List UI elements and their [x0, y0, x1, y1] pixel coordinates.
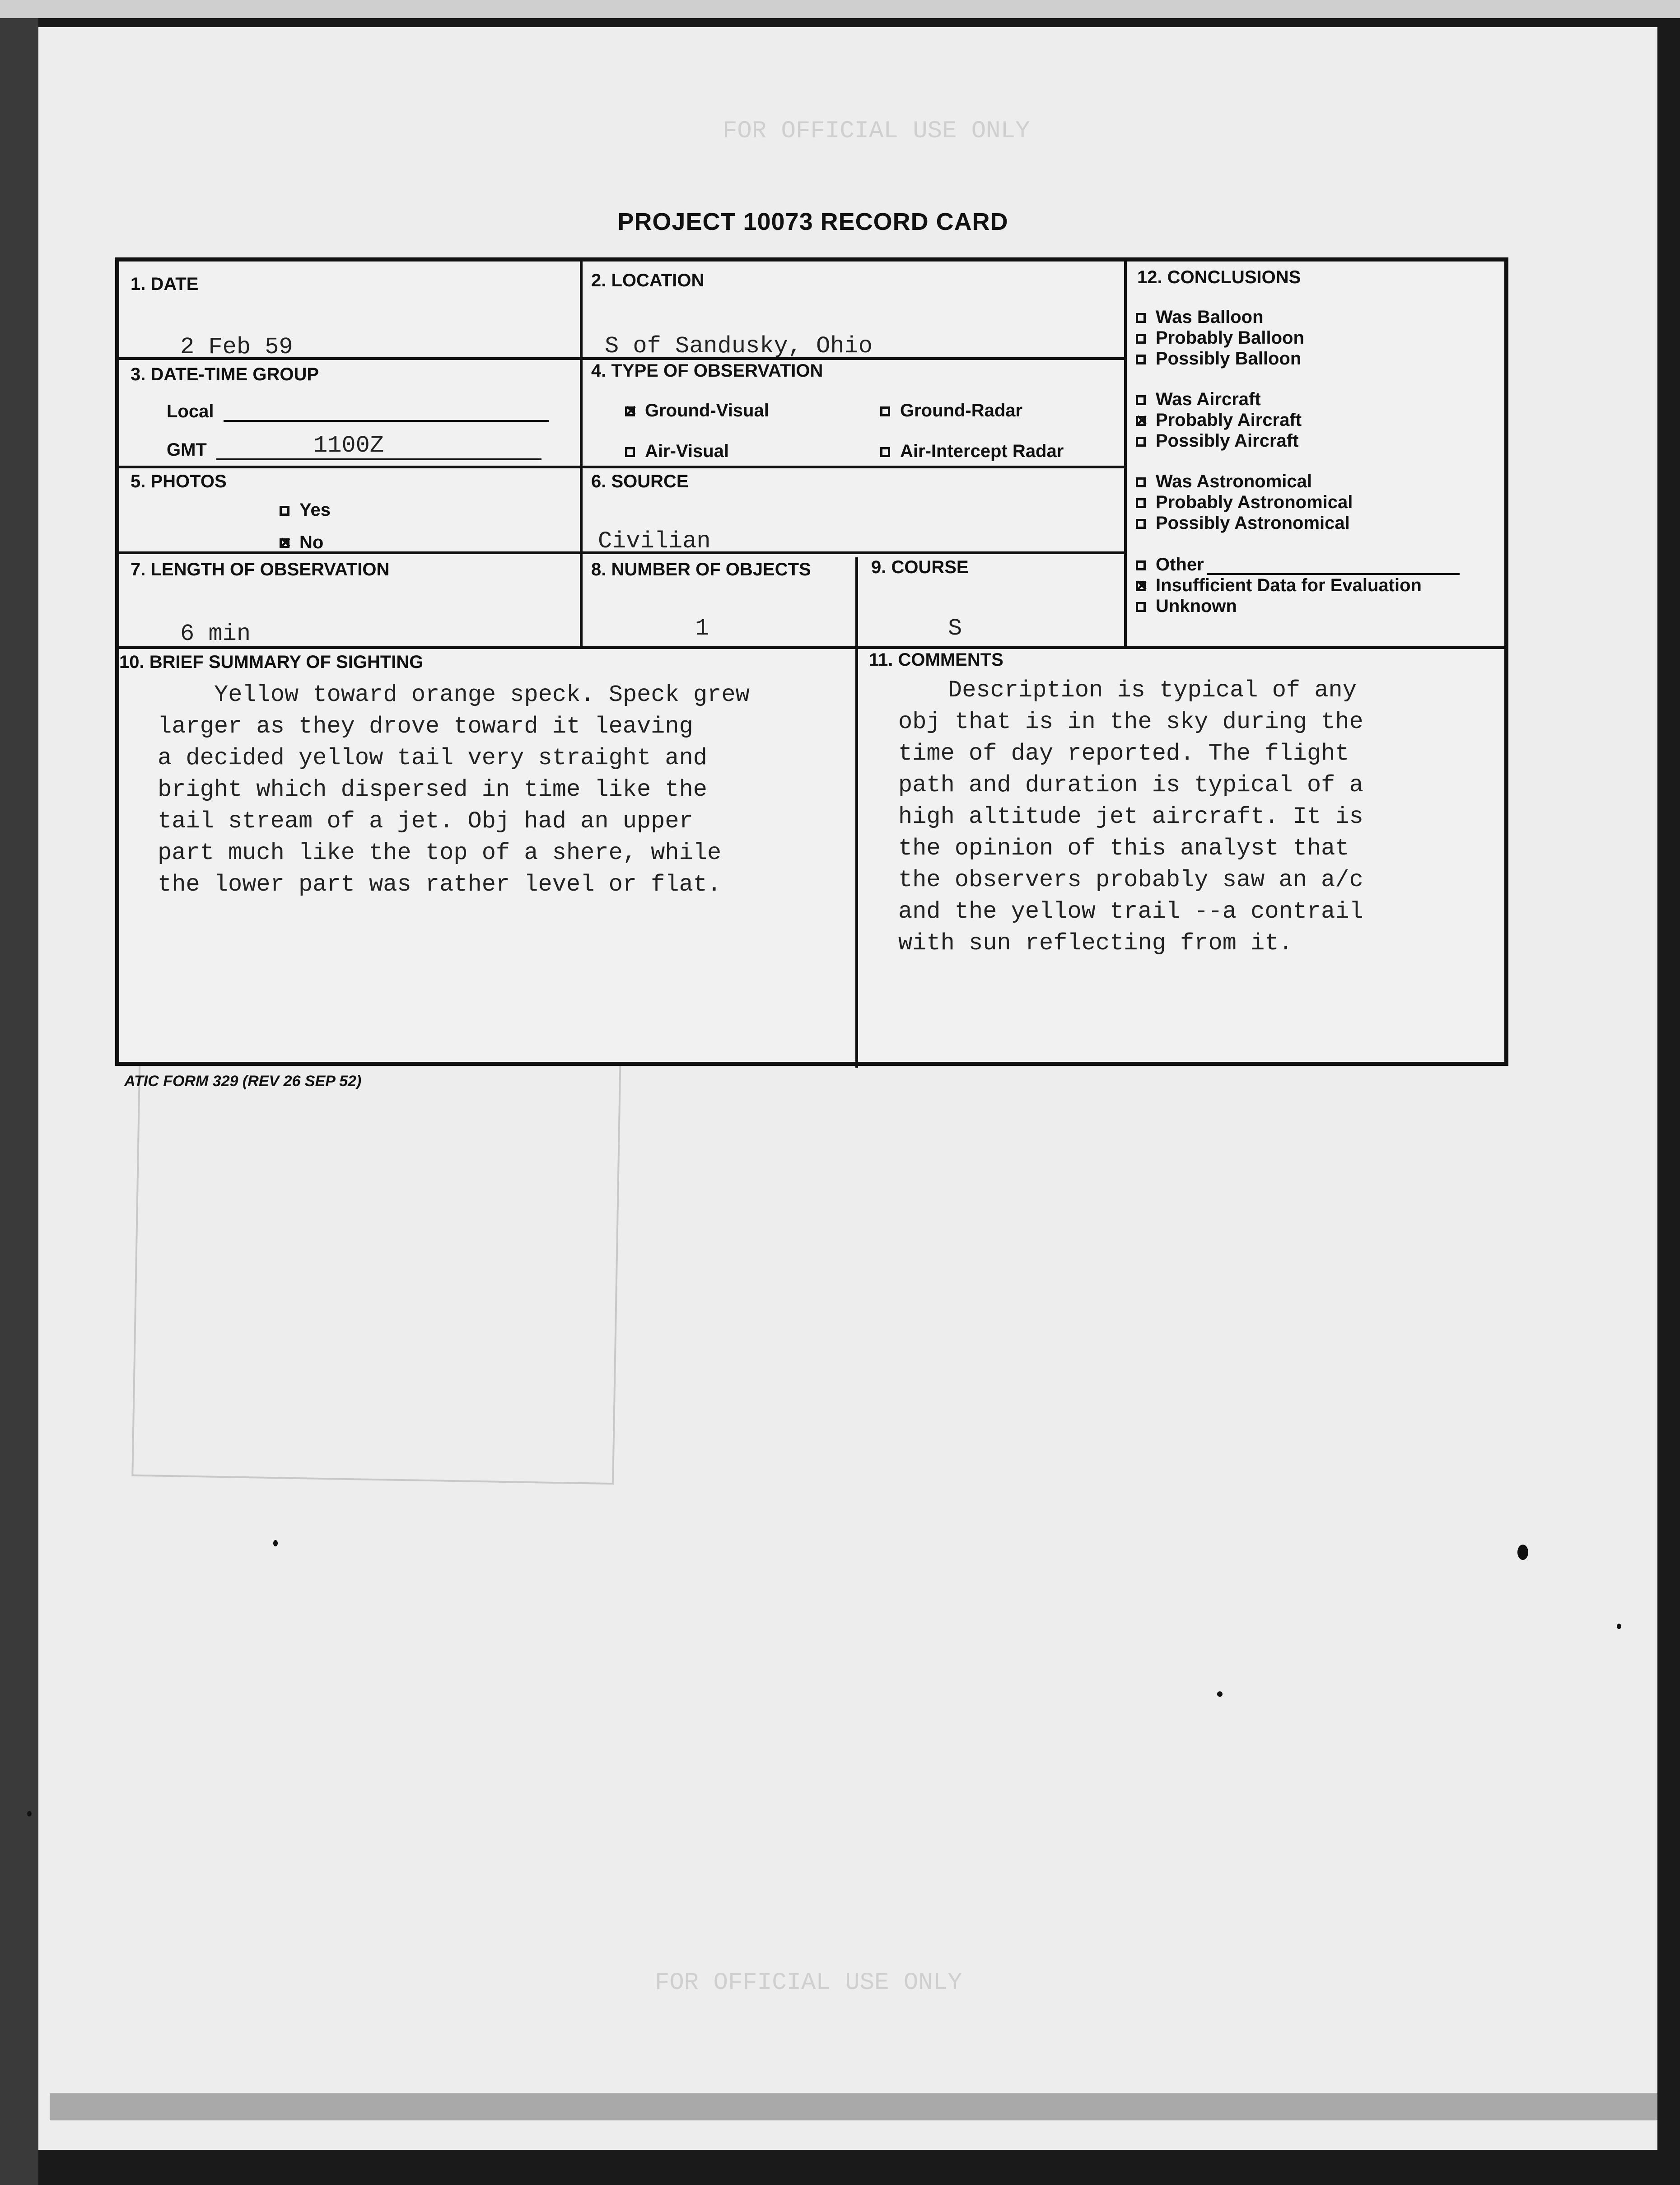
conclusion-item: [1136, 328, 1304, 348]
divider-v3: [855, 557, 858, 1068]
comments-line: the opinion of this analyst that: [898, 835, 1349, 862]
checkbox-checked-icon: [280, 538, 289, 548]
scan-bottom-edge: [50, 2093, 1657, 2120]
checkbox-icon: [1136, 477, 1146, 487]
scan-speck: [27, 1811, 32, 1816]
summary-text: [158, 679, 750, 901]
bleed-through-header-top: FOR OFFICIAL USE ONLY: [723, 117, 1030, 145]
conclusion-item-text: Probably Balloon: [1156, 328, 1304, 348]
conclusion-item: [1136, 575, 1422, 596]
conclusion-item-text: Possibly Balloon: [1156, 349, 1302, 369]
num-objects-value: 1: [695, 615, 709, 642]
comments-line: path and duration is typical of a: [898, 772, 1363, 798]
source-label: 6. SOURCE: [591, 472, 689, 491]
scan-speck: [1217, 1691, 1223, 1697]
conclusion-item-text: Was Aircraft: [1156, 389, 1261, 409]
conclusion-item: [1136, 410, 1302, 430]
scan-speck: [1517, 1545, 1528, 1560]
divider-v2: [1124, 261, 1127, 648]
checkbox-checked-icon: [1136, 416, 1146, 426]
scan-speck: [273, 1540, 278, 1546]
source-value: Civilian: [598, 528, 711, 555]
local-label-text: Local: [167, 402, 214, 421]
dtg-label: 3. DATE-TIME GROUP: [131, 364, 319, 384]
checkbox-icon: [1136, 437, 1146, 447]
scan-left-edge: [0, 0, 38, 2185]
observation-type-label: 4. TYPE OF OBSERVATION: [591, 361, 823, 381]
conclusions-label: 12. CONCLUSIONS: [1137, 267, 1301, 287]
comments-text: [898, 675, 1363, 959]
comments-line: high altitude jet aircraft. It is: [898, 803, 1363, 830]
conclusion-item-text: Unknown: [1156, 596, 1237, 616]
comments-line: with sun reflecting from it.: [898, 930, 1293, 957]
checkbox-icon: [1136, 334, 1146, 344]
gmt-value: 1100Z: [313, 432, 384, 459]
gmt-label-text: GMT: [167, 440, 207, 460]
conclusion-item: [1136, 431, 1298, 451]
conclusion-item-text: Possibly Astronomical: [1156, 513, 1350, 533]
divider-v1: [580, 261, 583, 648]
conclusion-item: [1136, 492, 1353, 513]
comments-line: Description is typical of any: [948, 677, 1357, 704]
photos-yes: [280, 500, 331, 520]
conclusion-item-text: Insufficient Data for Evaluation: [1156, 575, 1422, 595]
comments-line: and the yellow trail --a contrail: [898, 898, 1363, 925]
conclusion-item: [1136, 389, 1261, 410]
obs-ground-radar: [880, 401, 1022, 421]
photos-no-text: No: [299, 532, 324, 552]
summary-line: bright which dispersed in time like the: [158, 776, 707, 803]
conclusion-item-text: Other: [1156, 555, 1204, 574]
summary-line: tail stream of a jet. Obj had an upper: [158, 808, 693, 835]
comments-line: time of day reported. The flight: [898, 740, 1349, 767]
comments-label: 11. COMMENTS: [869, 650, 1003, 670]
card-title: PROJECT 10073 RECORD CARD: [617, 208, 1008, 235]
photos-yes-text: Yes: [299, 500, 331, 520]
checkbox-icon: [1136, 602, 1146, 612]
checkbox-checked-icon: [625, 406, 635, 416]
faint-stamp-outline: [131, 1021, 621, 1485]
summary-line: part much like the top of a shere, while: [158, 840, 722, 866]
location-value: S of Sandusky, Ohio: [605, 333, 873, 359]
comments-line: the observers probably saw an a/c: [898, 867, 1363, 893]
conclusion-item-other: [1136, 555, 1460, 575]
date-value: 2 Feb 59: [180, 334, 293, 360]
location-label: 2. LOCATION: [591, 271, 705, 290]
checkbox-checked-icon: [1136, 581, 1146, 591]
length-value: 6 min: [180, 621, 251, 647]
record-card: [115, 257, 1508, 1066]
summary-label: 10. BRIEF SUMMARY OF SIGHTING: [119, 652, 424, 672]
obs-ground-visual: [625, 401, 769, 421]
summary-line: a decided yellow tail very straight and: [158, 745, 707, 771]
conclusion-item: [1136, 307, 1264, 327]
summary-line: the lower part was rather level or flat.: [158, 871, 722, 898]
comments-line: obj that is in the sky during the: [898, 709, 1363, 735]
checkbox-icon: [1136, 498, 1146, 508]
summary-line: Yellow toward orange speck. Speck grew: [214, 682, 750, 708]
photos-no: [280, 532, 323, 553]
conclusion-item-text: Possibly Aircraft: [1156, 431, 1299, 451]
checkbox-icon: [1136, 313, 1146, 323]
checkbox-icon: [1136, 560, 1146, 570]
obs-air-intercept-radar-text: Air-Intercept Radar: [900, 441, 1064, 461]
conclusion-item-text: Probably Astronomical: [1156, 492, 1353, 512]
bleed-through-header-bottom: FOR OFFICIAL USE ONLY: [655, 1969, 962, 1997]
form-id: ATIC FORM 329 (REV 26 SEP 52): [124, 1073, 362, 1090]
conclusion-item-text: Was Balloon: [1156, 307, 1264, 327]
other-value-line: [1207, 573, 1460, 575]
local-label: [167, 402, 549, 422]
checkbox-icon: [1136, 519, 1146, 529]
conclusion-item-text: Was Astronomical: [1156, 472, 1312, 491]
conclusion-item: [1136, 472, 1312, 492]
local-value-line: [224, 420, 549, 422]
obs-air-visual: [625, 441, 729, 462]
course-label: 9. COURSE: [871, 557, 969, 577]
obs-ground-visual-text: Ground-Visual: [645, 401, 769, 420]
obs-ground-radar-text: Ground-Radar: [900, 401, 1023, 420]
conclusion-item: [1136, 349, 1301, 369]
summary-line: larger as they drove toward it leaving: [158, 713, 693, 740]
length-label: 7. LENGTH OF OBSERVATION: [131, 560, 390, 579]
checkbox-icon: [880, 447, 890, 457]
checkbox-icon: [625, 447, 635, 457]
checkbox-icon: [280, 506, 289, 516]
conclusion-item: [1136, 596, 1237, 616]
checkbox-icon: [1136, 355, 1146, 364]
divider-h4: [119, 646, 1506, 649]
course-value: S: [948, 615, 962, 642]
checkbox-icon: [1136, 395, 1146, 405]
num-objects-label: 8. NUMBER OF OBJECTS: [591, 560, 811, 579]
conclusion-item: [1136, 513, 1350, 533]
checkbox-icon: [880, 406, 890, 416]
scan-speck: [1617, 1624, 1621, 1629]
date-label: 1. DATE: [131, 274, 199, 294]
photos-label: 5. PHOTOS: [131, 472, 227, 491]
scan-top-edge: [0, 0, 1680, 18]
obs-air-visual-text: Air-Visual: [645, 441, 729, 461]
divider-h2: [119, 466, 1124, 468]
obs-air-intercept-radar: [880, 441, 1064, 462]
conclusion-item-text: Probably Aircraft: [1156, 410, 1302, 430]
